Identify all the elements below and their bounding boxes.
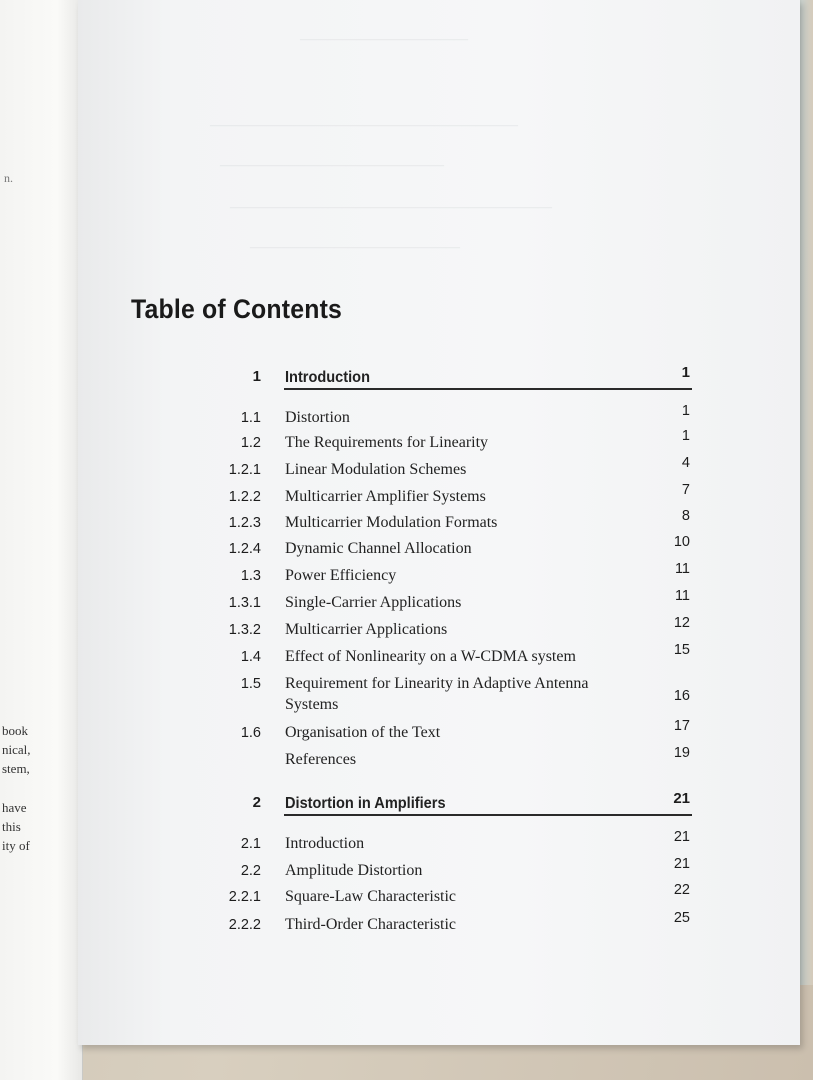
section-number: 1.6: [240, 725, 261, 741]
section-page-number: 19: [673, 745, 690, 761]
section-title: Linear Modulation Schemes: [285, 461, 467, 478]
section-number: 1.2.4: [228, 541, 261, 557]
section-title: Single-Carrier Applications: [285, 594, 462, 611]
section-number: 1.2.3: [228, 515, 261, 531]
chapter-divider-line: [284, 814, 692, 816]
section-number: 1.4: [240, 649, 261, 665]
page-title: Table of Contents: [131, 294, 343, 325]
left-facing-page: [0, 0, 83, 1080]
chapter-page-number: 1: [681, 364, 690, 381]
section-number: 1.2: [240, 435, 261, 451]
section-title: The Requirements for Linearity: [285, 434, 489, 451]
section-page-number: 22: [673, 882, 690, 898]
section-page-number: 16: [673, 688, 690, 704]
section-number: 1.3.2: [228, 622, 261, 638]
section-page-number: 4: [681, 455, 690, 471]
bleed-through-text: ———————————————: [250, 240, 460, 255]
section-title: Organisation of the Text: [285, 724, 441, 741]
section-page-number: 17: [673, 718, 690, 734]
left-page-text-fragment: have: [2, 800, 27, 815]
section-number: 2.2.2: [228, 917, 261, 933]
section-title: Amplitude Distortion: [285, 862, 423, 879]
chapter-number: 1: [252, 368, 261, 385]
section-title: Third-Order Characteristic: [285, 916, 457, 933]
section-number: 1.1: [240, 410, 261, 426]
section-number: 1.2.1: [228, 462, 261, 478]
section-page-number: 10: [673, 534, 690, 550]
section-page-number: 1: [681, 403, 690, 419]
left-page-text-fragment: n.: [4, 171, 13, 185]
bleed-through-text: ————————————: [300, 32, 468, 47]
section-page-number: 7: [681, 482, 690, 498]
section-page-number: 11: [674, 561, 690, 577]
section-title: Introduction: [285, 835, 365, 852]
section-number: 1.2.2: [228, 489, 261, 505]
section-title: Distortion: [285, 409, 350, 426]
section-number: 1.3.1: [228, 595, 261, 611]
chapter-title: Distortion in Amplifiers: [285, 795, 446, 812]
section-number: 1.3: [240, 568, 261, 584]
left-page-text-fragment: nical,: [2, 742, 31, 757]
section-title: Multicarrier Modulation Formats: [285, 514, 498, 531]
left-page-text-fragment: this: [2, 819, 21, 834]
section-number: 2.2: [240, 863, 261, 879]
section-page-number: 21: [673, 829, 690, 845]
section-title: References: [285, 751, 357, 768]
left-page-text-fragment: ity of: [2, 838, 30, 853]
section-number: 2.2.1: [228, 889, 261, 905]
bleed-through-text: ————————————————: [220, 158, 444, 173]
section-title: Effect of Nonlinearity on a W-CDMA system: [285, 648, 576, 665]
section-title: Dynamic Channel Allocation: [285, 540, 472, 557]
left-page-text-fragment: book: [2, 723, 28, 738]
section-title: Power Efficiency: [285, 567, 397, 584]
section-title: Requirement for Linearity in Adaptive Antenna Systems: [285, 675, 589, 713]
section-number: 1.5: [240, 676, 261, 692]
left-page-text-fragment: stem,: [2, 761, 30, 776]
section-page-number: 8: [681, 508, 690, 524]
bleed-through-text: ——————————————————————: [210, 118, 518, 133]
chapter-page-number: 21: [673, 790, 690, 807]
section-page-number: 1: [681, 428, 690, 444]
section-page-number: 11: [674, 588, 690, 604]
section-page-number: 12: [673, 615, 690, 631]
chapter-divider-line: [284, 388, 692, 390]
chapter-title: Introduction: [285, 369, 370, 386]
section-number: 2.1: [240, 836, 261, 852]
chapter-number: 2: [252, 794, 261, 811]
section-page-number: 25: [673, 910, 690, 926]
section-page-number: 15: [673, 642, 690, 658]
section-title: Multicarrier Amplifier Systems: [285, 488, 486, 505]
section-title: Multicarrier Applications: [285, 621, 448, 638]
bleed-through-text: ———————————————————————: [230, 200, 552, 215]
section-title: Square-Law Characteristic: [285, 888, 457, 905]
section-page-number: 21: [673, 856, 690, 872]
